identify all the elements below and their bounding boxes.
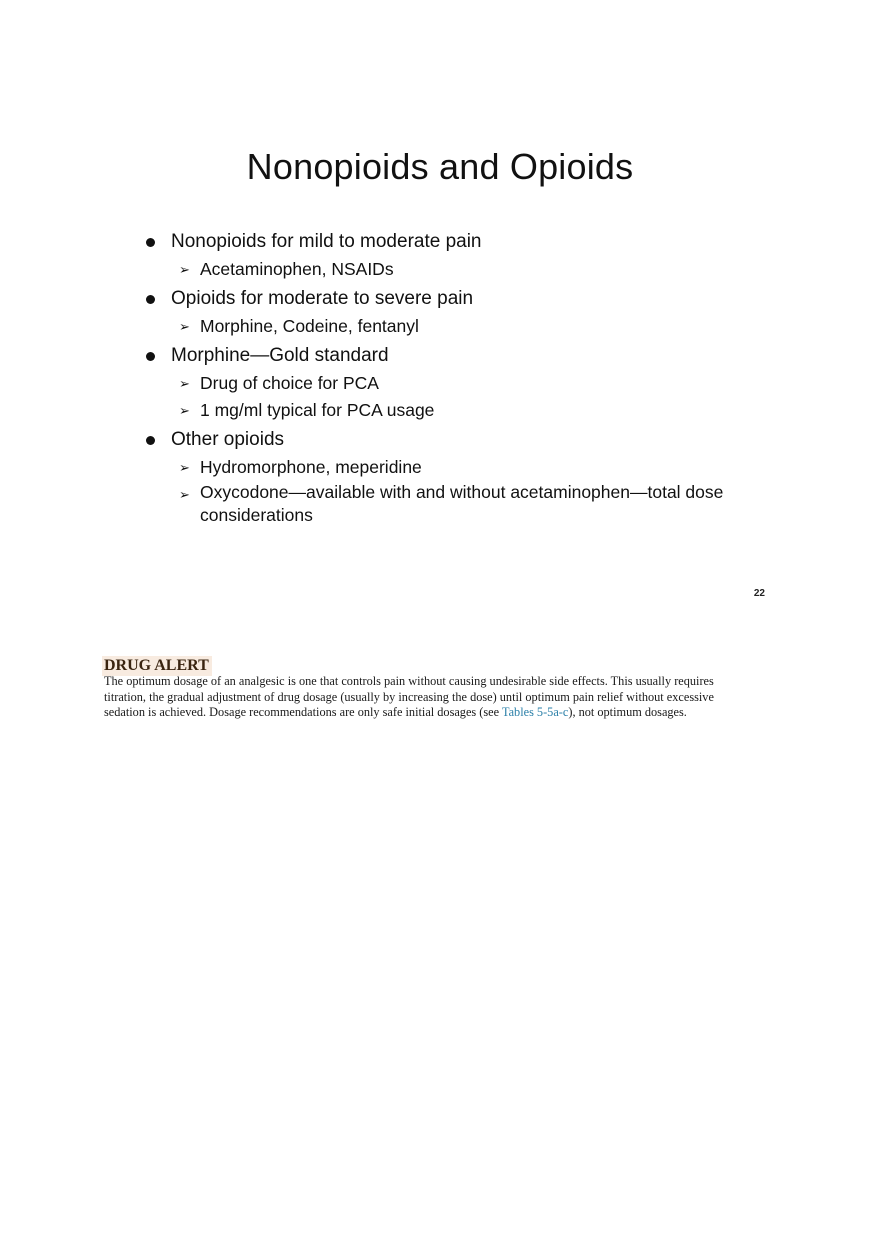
bullet-text: Morphine—Gold standard bbox=[171, 345, 389, 366]
sub-text: Oxycodone—available with and without acetaminophen—total dose considerations bbox=[200, 482, 724, 525]
sub-item bbox=[171, 256, 765, 283]
page-number: 22 bbox=[753, 588, 765, 599]
drug-alert-text-end: ), not optimum dosages. bbox=[568, 705, 687, 719]
arrow-bullet-icon: ➢ bbox=[179, 262, 190, 277]
sub-item bbox=[171, 397, 765, 424]
arrow-bullet-icon: ➢ bbox=[179, 376, 190, 391]
sub-text: Morphine, Codeine, fentanyl bbox=[200, 316, 419, 336]
bullet-item bbox=[145, 228, 765, 283]
sub-text: Hydromorphone, meperidine bbox=[200, 457, 422, 477]
bullet-dot-icon bbox=[146, 238, 155, 247]
sub-list bbox=[171, 313, 765, 340]
sub-text: Acetaminophen, NSAIDs bbox=[200, 259, 394, 279]
drug-alert-body bbox=[104, 674, 754, 721]
bullet-list bbox=[145, 228, 765, 528]
bullet-text: Other opioids bbox=[171, 429, 285, 450]
bullet-dot-icon bbox=[146, 295, 155, 304]
bullet-dot-icon bbox=[146, 436, 155, 445]
drug-alert-heading: DRUG ALERT bbox=[102, 656, 212, 676]
bullet-item bbox=[145, 285, 765, 340]
sub-item bbox=[171, 481, 760, 528]
sub-item bbox=[171, 370, 765, 397]
tables-link[interactable]: Tables 5-5a-c bbox=[501, 705, 569, 719]
sub-list bbox=[171, 454, 765, 528]
sub-text: 1 mg/ml typical for PCA usage bbox=[200, 400, 435, 420]
drug-alert-text: The optimum dosage of an analgesic is one that controls pain without causing undesirable side effects. This usually requires titration, the gradual adjustment of drug dosage (usually by increasing the dose) until optimum pain relief without excessive sedation is achieved. Dosage recommendations are only safe initial dosages (see bbox=[104, 674, 714, 719]
sub-item bbox=[171, 313, 765, 340]
bullet-text: Opioids for moderate to severe pain bbox=[171, 288, 474, 309]
arrow-bullet-icon: ➢ bbox=[179, 460, 190, 475]
bullet-dot-icon bbox=[146, 352, 155, 361]
bullet-item bbox=[145, 342, 765, 424]
arrow-bullet-icon: ➢ bbox=[179, 403, 190, 418]
bullet-item bbox=[145, 426, 765, 528]
sub-text: Drug of choice for PCA bbox=[200, 373, 379, 393]
arrow-bullet-icon: ➢ bbox=[179, 319, 190, 334]
bullet-text: Nonopioids for mild to moderate pain bbox=[171, 231, 482, 252]
slide-title: Nonopioids and Opioids bbox=[246, 146, 634, 187]
sub-item bbox=[171, 454, 765, 481]
sub-list bbox=[171, 256, 765, 283]
arrow-bullet-icon: ➢ bbox=[179, 487, 190, 502]
sub-list bbox=[171, 370, 765, 424]
